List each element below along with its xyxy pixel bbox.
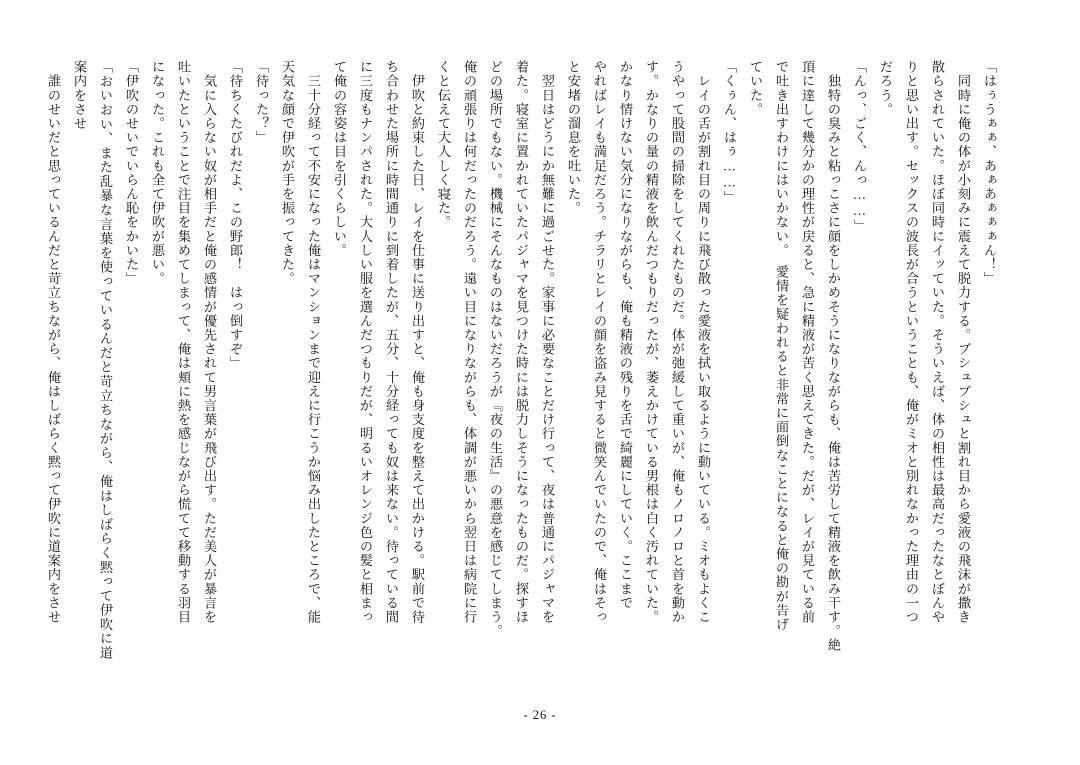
text-column: て俺の容姿は目を引くらしい。 bbox=[332, 60, 347, 258]
text-column: 頂に達して幾分かの理性が戻ると、急に精液が苦く思えてきた。だが、レイが見ている前 bbox=[800, 60, 815, 624]
text-column: 「はぅうぁぁ、あぁあぁぁぁん！」 bbox=[982, 60, 997, 286]
text-column: 吐いたということで注目を集めてしまって、俺は頬に熱を感じながら慌てて移動する羽目 bbox=[176, 60, 191, 624]
text-column: す。かなりの量の精液を飲んだつもりだったが、萎えかけている男根は白く汚れていた。 bbox=[644, 60, 659, 624]
text-column: 気に入らない奴が相手だと俺の感情が優先されて男言葉が飛び出す。ただ美人が暴言を bbox=[202, 60, 217, 624]
text-column: やればレイも満足だろう。チラリとレイの顔を盗み見すると微笑んでいたので、俺はそっ bbox=[592, 60, 607, 624]
text-column: 同時に俺の体が小刻みに震えて脱力する。ブシュブシュと割れ目から愛液の飛沫が撒き bbox=[956, 60, 971, 624]
text-column: くと伝えて大人しく寝た。 bbox=[436, 60, 451, 230]
text-column: 三十分経って不安になった俺はマンションまで迎えに行こうか悩み出したところで、能 bbox=[306, 60, 321, 624]
text-column: で吐き出すわけにはいかない。 愛情を疑われると非常に面倒なことになると俺の勘が告げ bbox=[774, 60, 789, 632]
text-column: 「おいおい、また乱暴な言葉を使っているんだと苛立ちながら、俺はしばらく黙って伊吹に道案内をさせ bbox=[72, 60, 113, 660]
text-column: 天気な顔で伊吹が手を振ってきた。 bbox=[280, 60, 295, 286]
text-column: どの場所でもない。機械にそんなものはないだろうが『夜の生活』の悪意を感じてしまう。 bbox=[488, 60, 503, 639]
text-column: かなり情けない気分になりながらも、俺も精液の残りを舌で綺麗にしていく。ここまで bbox=[618, 60, 633, 610]
text-column: 独特の臭みと粘っこさに顔をしかめそうになりながらも、俺は苦労して精液を飲み干す。絶 bbox=[826, 60, 841, 653]
text-column: と安堵の溜息を吐いた。 bbox=[566, 60, 581, 216]
text-column: に三度もナンパされた。大人しい服を選んだつもりだが、明るいオレンジ色の髪と相まっ bbox=[358, 60, 373, 624]
text-column: 着た。寝室に置かれていたパジャマを見つけた時には脱力しそうになったものだ。探すほ bbox=[514, 60, 529, 624]
text-column: だろう。 bbox=[878, 60, 893, 117]
text-column: 「んっ、ごく、んっ……」 bbox=[852, 60, 867, 233]
text-column: レイの舌が割れ目の周りに飛び散った愛液を拭い取るように動いている。ミオもよくこ bbox=[696, 60, 711, 624]
text-column: 誰のせいだと思っているんだと苛立ちながら、俺はしばらく黙って伊吹に道案内をさせ bbox=[46, 60, 61, 624]
text-column: になった。これも全て伊吹が悪い。 bbox=[150, 60, 165, 286]
text-column: うやって股間の掃除をしてくれたものだ。体が弛緩して重いが、俺もノロノロと首を動か bbox=[670, 60, 685, 624]
text-column: ち合わせた場所に時間通りに到着したが、五分、十分経っても奴は来ない。待っている間 bbox=[384, 60, 399, 624]
text-column: 「待ちくたびれだよ、この野郎！ はっ倒すぞ」 bbox=[228, 60, 243, 371]
text-column: 翌日はどうにか無難に過ごせた。家事に必要なことだけ行って、夜は普通にパジャマを bbox=[540, 60, 555, 624]
text-column: ていた。 bbox=[748, 60, 763, 117]
text-column: 伊吹と約束した日、レイを仕事に送り出すと、俺も身支度を整えて出かける。駅前で待 bbox=[410, 60, 425, 624]
text-column: 散らされていた。ほぼ同時にイッていた。そういえば、体の相性は最高だったなとぼんや bbox=[930, 60, 945, 624]
vertical-text-body bbox=[46, 60, 1002, 670]
text-column: 「伊吹のせいでいらん恥をかいた」 bbox=[124, 60, 139, 286]
text-column: 俺の頑張りは何だったのだろう。遠い目になりながらも、体調が悪いから翌日は病院に行 bbox=[462, 60, 477, 624]
page-number: - 26 - bbox=[523, 708, 557, 722]
text-column: 「待った？」 bbox=[254, 60, 269, 145]
text-column: りと思い出す。セックスの波長が合うということも、俺がミオと別れなかった理由の一つ bbox=[904, 60, 919, 624]
text-column: 「くぅん、はぅ……」 bbox=[722, 60, 737, 205]
